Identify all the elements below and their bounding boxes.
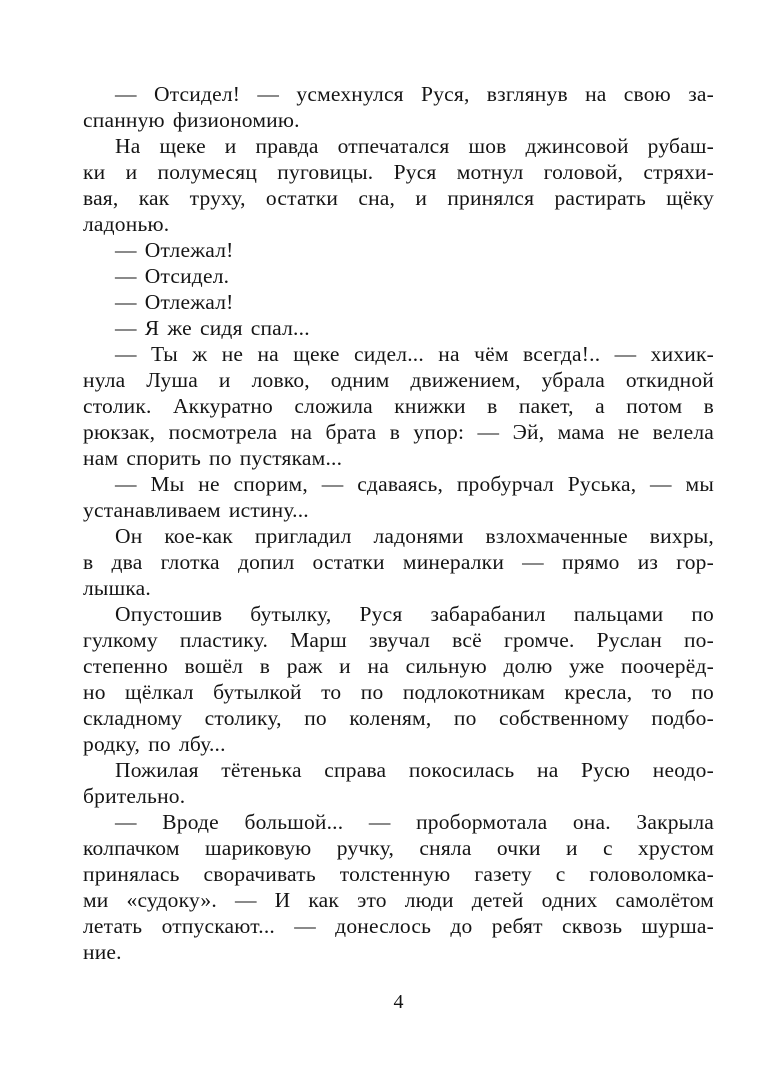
text-line: ние. bbox=[83, 940, 122, 964]
text-line: принялась сворачивать толстенную газету с головоломка- bbox=[83, 862, 714, 886]
page-text-block bbox=[83, 81, 714, 965]
text-line: но щёлкал бутылкой то по подлокотникам кресла, то по bbox=[83, 680, 714, 704]
paragraph bbox=[83, 523, 714, 601]
text-line: — Отлежал! bbox=[115, 238, 234, 262]
text-line: ки и полумесяц пуговицы. Руся мотнул головой, стряхи- bbox=[83, 160, 714, 184]
text-line: вая, как труху, остатки сна, и принялся растирать щёку bbox=[83, 186, 714, 210]
text-line: — Мы не спорим, — сдаваясь, пробурчал Руська, — мы bbox=[115, 472, 714, 496]
paragraph bbox=[83, 471, 714, 523]
text-line: летать отпускают... — донеслось до ребят сквозь шурша- bbox=[83, 914, 714, 938]
paragraph bbox=[83, 133, 714, 237]
text-line: — Ты ж не на щеке сидел... на чём всегда!.. — хихик- bbox=[115, 342, 714, 366]
text-line: нам спорить по пустякам... bbox=[83, 446, 343, 470]
text-line: — Я же сидя спал... bbox=[115, 316, 310, 340]
text-line: складному столику, по коленям, по собственному подбо- bbox=[83, 706, 714, 730]
paragraph bbox=[83, 315, 714, 341]
text-line: — Вроде большой... — пробормотала она. Закрыла bbox=[115, 810, 714, 834]
paragraph bbox=[83, 809, 714, 965]
text-line: спанную физиономию. bbox=[83, 108, 300, 132]
paragraph bbox=[83, 263, 714, 289]
text-line: ми «судоку». — И как это люди детей одних самолётом bbox=[83, 888, 714, 912]
text-line: колпачком шариковую ручку, сняла очки и с хрустом bbox=[83, 836, 714, 860]
text-line: устанавливаем истину... bbox=[83, 498, 309, 522]
text-line: в два глотка допил остатки минералки — прямо из гор- bbox=[83, 550, 714, 574]
paragraph bbox=[83, 757, 714, 809]
paragraph bbox=[83, 289, 714, 315]
text-line: Он кое-как пригладил ладонями взлохмаченные вихры, bbox=[115, 524, 714, 548]
text-line: — Отсидел. bbox=[115, 264, 230, 288]
text-line: — Отсидел! — усмехнулся Руся, взглянув на свою за- bbox=[115, 82, 714, 106]
text-line: ладонью. bbox=[83, 212, 170, 236]
text-line: Пожилая тётенька справа покосилась на Русю неодо- bbox=[115, 758, 714, 782]
paragraph bbox=[83, 81, 714, 133]
text-line: На щеке и правда отпечатался шов джинсовой рубаш- bbox=[115, 134, 714, 158]
text-line: рюкзак, посмотрела на брата в упор: — Эй, мама не велела bbox=[83, 420, 714, 444]
text-line: родку, по лбу... bbox=[83, 732, 226, 756]
text-line: — Отлежал! bbox=[115, 290, 234, 314]
text-line: лышка. bbox=[83, 576, 151, 600]
text-line: Опустошив бутылку, Руся забарабанил пальцами по bbox=[115, 602, 714, 626]
text-line: степенно вошёл в раж и на сильную долю уже поочерёд- bbox=[83, 654, 714, 678]
text-line: гулкому пластику. Марш звучал всё громче. Руслан по- bbox=[83, 628, 714, 652]
text-line: столик. Аккуратно сложила книжки в пакет, а потом в bbox=[83, 394, 714, 418]
paragraph bbox=[83, 341, 714, 471]
page-number: 4 bbox=[393, 991, 404, 1013]
text-line: брительно. bbox=[83, 784, 186, 808]
text-line: нула Луша и ловко, одним движением, убрала откидной bbox=[83, 368, 714, 392]
paragraph bbox=[83, 237, 714, 263]
paragraph bbox=[83, 601, 714, 757]
